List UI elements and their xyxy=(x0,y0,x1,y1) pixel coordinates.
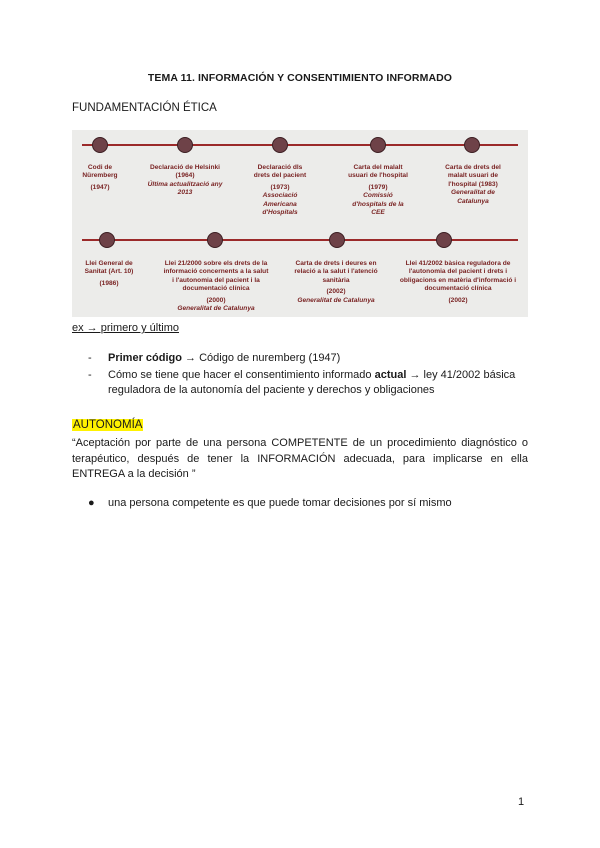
list-item: - Cómo se tiene que hacer el consentimiento informado actual → ley 41/2002 básica reguladora de la autonomía del paciente y derechos y obligaciones xyxy=(88,369,516,396)
timeline-image xyxy=(72,130,528,317)
timeline-event: Llei 41/2002 bàsica reguladora de l'autonomia del pacient i drets i obligacions en matèria d'informació i documentació clínica (2002) xyxy=(399,260,517,304)
bullet-icon: ● xyxy=(88,497,95,509)
timeline-dot xyxy=(370,137,386,153)
timeline-dot xyxy=(329,232,345,248)
example-note: ex → primero y último xyxy=(72,322,179,334)
section-heading-fundamentacion: FUNDAMENTACIÓN ÉTICA xyxy=(72,102,217,114)
timeline-dot xyxy=(177,137,193,153)
timeline-dot xyxy=(464,137,480,153)
dash-list xyxy=(88,351,528,400)
timeline-dot xyxy=(99,232,115,248)
timeline-event: Llei 21/2000 sobre els drets de la informació concernents a la salut i l'autonomia del pacient i la documentació clínica (2000) Generalitat de Catalunya xyxy=(163,260,269,313)
timeline-event: Llei General de Sanitat (Art. 10) (1986) xyxy=(84,260,134,287)
page-title: TEMA 11. INFORMACIÓN Y CONSENTIMIENTO INFORMADO xyxy=(147,72,453,84)
timeline-dot xyxy=(272,137,288,153)
timeline-dot xyxy=(436,232,452,248)
timeline-event: Carta del malalt usuari de l'hospital (1979) Comissió d'hospitals de la CEE xyxy=(348,164,408,217)
timeline-dot xyxy=(92,137,108,153)
timeline-event: Codi de Nüremberg (1947) xyxy=(82,164,118,191)
timeline-event: Declaració dls drets del pacient (1973) Associació Americana d'Hospitals xyxy=(253,164,307,217)
timeline-dot xyxy=(207,232,223,248)
timeline-event: Carta de drets i deures en relació a la salut i l'atenció sanitària (2002) Generalitat de Catalunya xyxy=(294,260,378,304)
section-heading-autonomia: AUTONOMÍA xyxy=(73,419,143,431)
page-number: 1 xyxy=(518,796,525,808)
list-item: - Primer código → Código de nuremberg (1947) xyxy=(88,352,341,364)
timeline-line-2 xyxy=(82,239,518,241)
timeline-event: Declaració de Helsinki (1964) Última actualització any 2013 xyxy=(147,164,223,197)
bullet-item: ● una persona competente es que puede tomar decisiones por sí mismo xyxy=(88,497,452,509)
timeline-event: Carta de drets del malalt usuari de l'hospital (1983) Generalitat de Catalunya xyxy=(445,164,501,205)
timeline-line-1 xyxy=(82,144,518,146)
autonomy-definition-quote: “Aceptación por parte de una persona COMPETENTE de un procedimiento diagnóstico o terapéutico, después de tener la INFORMACIÓN adecuada, para implicarse en ella ENTREGA a la decisión ” xyxy=(72,437,528,480)
